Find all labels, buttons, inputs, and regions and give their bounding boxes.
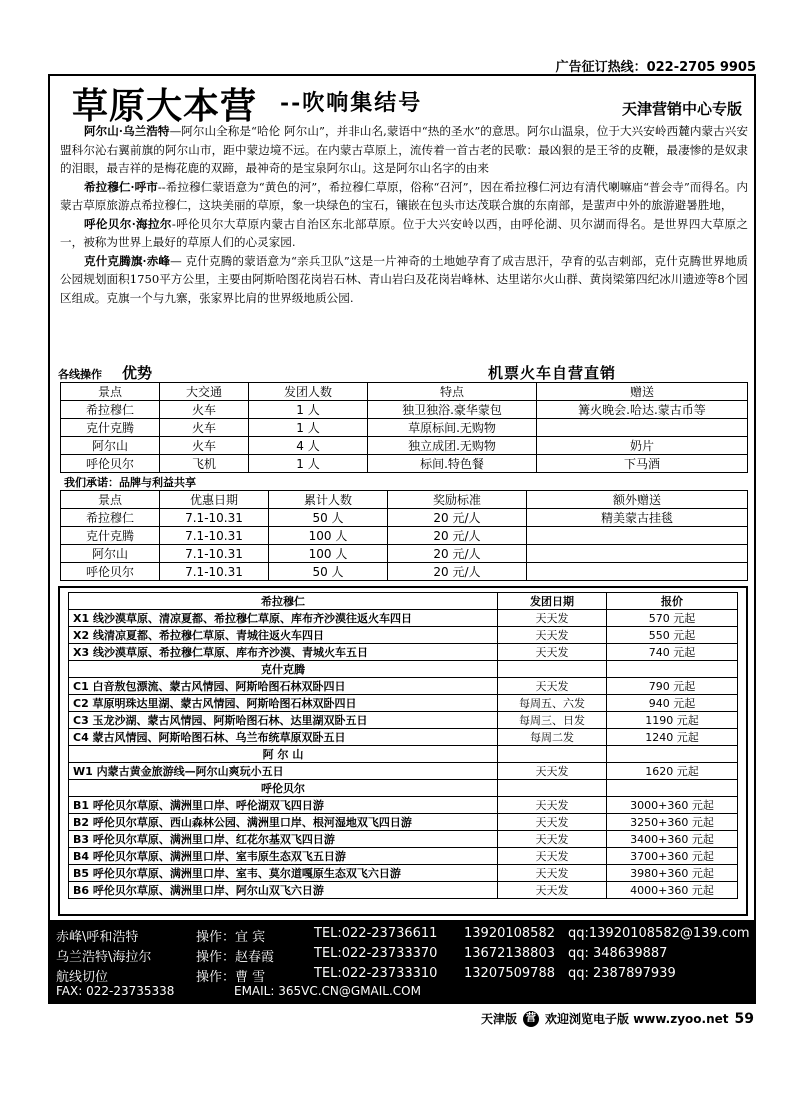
table-cell: 火车: [160, 401, 249, 419]
route-date: 天天发: [498, 797, 607, 814]
route-name: C4 蒙古风情园、阿斯哈图石林、乌兰布统草原双卧五日: [69, 729, 498, 746]
route-name: X1 线沙漠草原、清凉夏都、希拉穆仁草原、库布齐沙漠往返火车四日: [69, 610, 498, 627]
route-date: 天天发: [498, 644, 607, 661]
contact-operator: 操作：曹 雪: [196, 970, 266, 985]
table-cell: 独立成团.无购物: [368, 437, 537, 455]
table-cell: 7.1-10.31: [160, 545, 269, 563]
brand-badge-icon: 营: [523, 1011, 539, 1027]
route-price: 3980+360 元起: [607, 865, 738, 882]
table-row: [69, 814, 738, 831]
table-cell: 克什克腾: [61, 527, 160, 545]
table-row: [69, 882, 738, 899]
table-row: [69, 678, 738, 695]
table-cell: 希拉穆仁: [61, 401, 160, 419]
price-header: 报价: [607, 593, 738, 610]
table-cell: 精美蒙古挂毯: [527, 509, 748, 527]
table-header: 优惠日期: [160, 491, 269, 509]
table-cell: 100 人: [269, 527, 388, 545]
route-date: 天天发: [498, 610, 607, 627]
contact-qq[interactable]: qq: 2387897939: [568, 966, 676, 981]
intro-body: --希拉穆仁蒙语意为“黄色的河”，希拉穆仁草原，俗称“召河”，因在希拉穆仁河边有清代喇嘛庙“普会寺”而得名。内蒙古草原旅游点希拉穆仁，这块美丽的草原，象一块绿色的宝石，镶嵌在包头市达茂联合旗的东南部，是蜚声中外的旅游避暑胜地，: [60, 179, 748, 212]
route-date: 天天发: [498, 627, 607, 644]
route-name: C1 白音敖包漂流、蒙古风情园、阿斯哈图石林双卧四日: [69, 678, 498, 695]
email-address[interactable]: EMAIL: 365VC.CN@GMAIL.COM: [234, 984, 421, 998]
table-header: 额外赠送: [527, 491, 748, 509]
table-row: [69, 712, 738, 729]
advantage-table: [60, 382, 748, 473]
contact-tel[interactable]: TEL:022-23733310: [314, 966, 438, 981]
contact-qq[interactable]: qq:13920108582@139.com: [568, 926, 750, 941]
table-cell: 草原标间.无购物: [368, 419, 537, 437]
contact-qq[interactable]: qq: 348639887: [568, 946, 668, 961]
route-date: 每周三、日发: [498, 712, 607, 729]
route-date: 每周二发: [498, 729, 607, 746]
table-cell: 1 人: [249, 401, 368, 419]
table-row: [61, 455, 748, 473]
table-cell: 7.1-10.31: [160, 527, 269, 545]
table-row: [69, 865, 738, 882]
route-name: C2 草原明珠达里湖、蒙古风情园、阿斯哈图石林双卧四日: [69, 695, 498, 712]
intro-body: —阿尔山全称是“哈伦 阿尔山”，并非山名,蒙语中“热的圣水”的意思。阿尔山温泉，位于大兴安岭西麓内蒙古兴安盟科尔沁右翼前旗的阿尔山市，距中蒙边境不远。在内蒙古草原上，流传着一首古老的民歌：最凶狠的是王爷的皮鞭，最凄惨的是奴隶的泪眼，最吉祥的是梅花鹿的双蹄，最神奇的是宝泉阿尔山。这是阿尔山名字的由来: [60, 124, 748, 175]
route-date: 天天发: [498, 865, 607, 882]
page-number: 59: [734, 1010, 754, 1027]
table-header: 奖励标准: [388, 491, 527, 509]
table-cell: 呼伦贝尔: [61, 563, 160, 581]
section-small-label: 各线操作: [58, 368, 102, 381]
intro-heading: 呼伦贝尔·海拉尔: [84, 216, 172, 231]
table-row: [61, 401, 748, 419]
contact-mobile[interactable]: 13672138803: [464, 946, 555, 961]
route-name: B1 呼伦贝尔草原、满洲里口岸、呼伦湖双飞四日游: [69, 797, 498, 814]
table-cell: 20 元/人: [388, 527, 527, 545]
route-price: 3000+360 元起: [607, 797, 738, 814]
table-header: 大交通: [160, 383, 249, 401]
table-row: [61, 419, 748, 437]
route-price: 3700+360 元起: [607, 848, 738, 865]
table-header: 发团人数: [249, 383, 368, 401]
empty-cell: [498, 780, 607, 797]
footer-link[interactable]: 欢迎浏览电子版 www.zyoo.net: [545, 1012, 729, 1026]
intro-paragraph: [60, 252, 748, 308]
table-cell: 克什克腾: [61, 419, 160, 437]
table-cell: 20 元/人: [388, 563, 527, 581]
empty-cell: [498, 661, 607, 678]
table-row: [61, 527, 748, 545]
route-price: 1240 元起: [607, 729, 738, 746]
route-name: B6 呼伦贝尔草原、满洲里口岸、阿尔山双飞六日游: [69, 882, 498, 899]
table-row: [69, 695, 738, 712]
contact-operator: 操作：赵春霞: [196, 950, 275, 965]
table-cell: 呼伦贝尔: [61, 455, 160, 473]
intro-body: -呼伦贝尔大草原内蒙古自治区东北部草原。位于大兴安岭以西，由呼伦湖、贝尔湖而得名。是世界四大草原之一，被称为世界上最好的草原人们的心灵家园.: [60, 216, 748, 249]
table-cell: 下马酒: [537, 455, 748, 473]
route-date: 天天发: [498, 882, 607, 899]
section-big-label: 优势: [122, 364, 153, 382]
table-row: [69, 797, 738, 814]
route-price: 3250+360 元起: [607, 814, 738, 831]
title-bar: [50, 76, 754, 127]
intro-paragraph: [60, 122, 748, 178]
table-cell: 火车: [160, 419, 249, 437]
table-cell: 阿尔山: [61, 545, 160, 563]
empty-cell: [498, 746, 607, 763]
route-name: X2 线清凉夏都、希拉穆仁草原、青城往返火车四日: [69, 627, 498, 644]
table-cell: 50 人: [269, 509, 388, 527]
route-name: W1 内蒙古黄金旅游线—阿尔山爽玩小五日: [69, 763, 498, 780]
table-row: [69, 831, 738, 848]
table-cell: [527, 545, 748, 563]
group-header: 希拉穆仁: [69, 593, 498, 610]
contact-area: 乌兰浩特\海拉尔: [56, 950, 152, 965]
edition-label: 天津版: [481, 1012, 518, 1026]
route-price: 550 元起: [607, 627, 738, 644]
table-cell: [537, 419, 748, 437]
table-header: 赠送: [537, 383, 748, 401]
intro-paragraph: [60, 178, 748, 215]
table-cell: 20 元/人: [388, 545, 527, 563]
table-cell: 飞机: [160, 455, 249, 473]
main-title: 草原大本营: [72, 86, 258, 127]
table-row: [69, 729, 738, 746]
table-cell: 100 人: [269, 545, 388, 563]
corner-tag: 天津营销中心专版: [621, 100, 742, 118]
route-price: 740 元起: [607, 644, 738, 661]
intro-heading: 希拉穆仁·呼市: [84, 179, 158, 194]
table-row: [61, 437, 748, 455]
table-cell: 1 人: [249, 455, 368, 473]
contact-tel[interactable]: TEL:022-23733370: [314, 946, 438, 961]
route-price: 940 元起: [607, 695, 738, 712]
table-row: [69, 610, 738, 627]
intro-body: — 克什克腾的蒙语意为“亲兵卫队”这是一片神奇的土地她孕育了成吉思汗，孕育的弘吉剌部，克什克腾世界地质公园规划面积1750平方公里，主要由阿斯哈图花岗岩石林、青山岩臼及花岗岩峰林、达里诺尔火山群、黄岗梁第四纪冰川遗迹等8个园区组成。克旗一个与九寨，张家界比肩的世界级地质公园.: [60, 253, 748, 305]
table-header: 景点: [61, 491, 160, 509]
route-date: 每周五、六发: [498, 695, 607, 712]
route-name: B2 呼伦贝尔草原、西山森林公园、满洲里口岸、根河湿地双飞四日游: [69, 814, 498, 831]
fax-number[interactable]: FAX: 022-23735338: [56, 984, 175, 998]
table-row: [61, 509, 748, 527]
route-date: 天天发: [498, 763, 607, 780]
contact-panel: [50, 920, 754, 1002]
promise-label: 我们承诺：品牌与利益共享: [64, 476, 196, 489]
table-cell: 火车: [160, 437, 249, 455]
group-header: 呼伦贝尔: [69, 780, 498, 797]
section-right-label: 机票火车自营直销: [488, 364, 617, 382]
route-date: 天天发: [498, 678, 607, 695]
table-cell: 7.1-10.31: [160, 509, 269, 527]
table-cell: 奶片: [537, 437, 748, 455]
contact-mobile[interactable]: 13207509788: [464, 966, 555, 981]
contact-operator: 操作：宜 宾: [196, 930, 266, 945]
route-table: [68, 592, 738, 899]
table-row: [69, 627, 738, 644]
route-price: 570 元起: [607, 610, 738, 627]
route-price-box: [58, 586, 748, 916]
intro-paragraph: [60, 215, 748, 252]
section-header: [58, 362, 748, 382]
table-row: [69, 763, 738, 780]
contact-area: 航线切位: [56, 970, 109, 985]
ad-frame: [48, 74, 756, 1004]
route-price: 4000+360 元起: [607, 882, 738, 899]
table-cell: 7.1-10.31: [160, 563, 269, 581]
table-header: 累计人数: [269, 491, 388, 509]
contact-mobile[interactable]: 13920108582: [464, 926, 555, 941]
route-date: 天天发: [498, 814, 607, 831]
table-cell: 独卫独浴.豪华蒙包: [368, 401, 537, 419]
group-header: 阿 尔 山: [69, 746, 498, 763]
route-price: 790 元起: [607, 678, 738, 695]
table-cell: 50 人: [269, 563, 388, 581]
route-name: B5 呼伦贝尔草原、满洲里口岸、室韦、莫尔道嘎原生态双飞六日游: [69, 865, 498, 882]
table-cell: 希拉穆仁: [61, 509, 160, 527]
table-cell: 篝火晚会.哈达.蒙古币等: [537, 401, 748, 419]
route-date: 天天发: [498, 848, 607, 865]
route-name: B3 呼伦贝尔草原、满洲里口岸、红花尔基双飞四日游: [69, 831, 498, 848]
empty-cell: [607, 661, 738, 678]
sub-title: --吹响集结号: [280, 90, 423, 116]
table-header: 特点: [368, 383, 537, 401]
contact-area: 赤峰\呼和浩特: [56, 930, 139, 945]
table-cell: 4 人: [249, 437, 368, 455]
route-price: 1190 元起: [607, 712, 738, 729]
group-header: 克什克腾: [69, 661, 498, 678]
table-row: [61, 545, 748, 563]
empty-cell: [607, 746, 738, 763]
table-cell: [527, 527, 748, 545]
table-cell: 1 人: [249, 419, 368, 437]
table-cell: 阿尔山: [61, 437, 160, 455]
table-header: 景点: [61, 383, 160, 401]
route-price: 1620 元起: [607, 763, 738, 780]
table-cell: [527, 563, 748, 581]
hotline: 广告征订热线：022-2705 9905: [555, 60, 756, 75]
reward-table: [60, 490, 748, 581]
date-header: 发团日期: [498, 593, 607, 610]
intro-text: [60, 122, 748, 307]
contact-tel[interactable]: TEL:022-23736611: [314, 926, 438, 941]
route-name: C3 玉龙沙湖、蒙古风情园、阿斯哈图石林、达里湖双卧五日: [69, 712, 498, 729]
empty-cell: [607, 780, 738, 797]
intro-heading: 克什克腾旗·赤峰: [84, 253, 171, 268]
table-cell: 20 元/人: [388, 509, 527, 527]
route-price: 3400+360 元起: [607, 831, 738, 848]
page-footer: [481, 1010, 754, 1027]
route-name: X3 线沙漠草原、希拉穆仁草原、库布齐沙漠、青城火车五日: [69, 644, 498, 661]
table-row: [69, 644, 738, 661]
route-name: B4 呼伦贝尔草原、满洲里口岸、室韦原生态双飞五日游: [69, 848, 498, 865]
table-cell: 标间.特色餐: [368, 455, 537, 473]
table-row: [69, 848, 738, 865]
table-row: [61, 563, 748, 581]
intro-heading: 阿尔山·乌兰浩特: [84, 124, 170, 138]
route-date: 天天发: [498, 831, 607, 848]
